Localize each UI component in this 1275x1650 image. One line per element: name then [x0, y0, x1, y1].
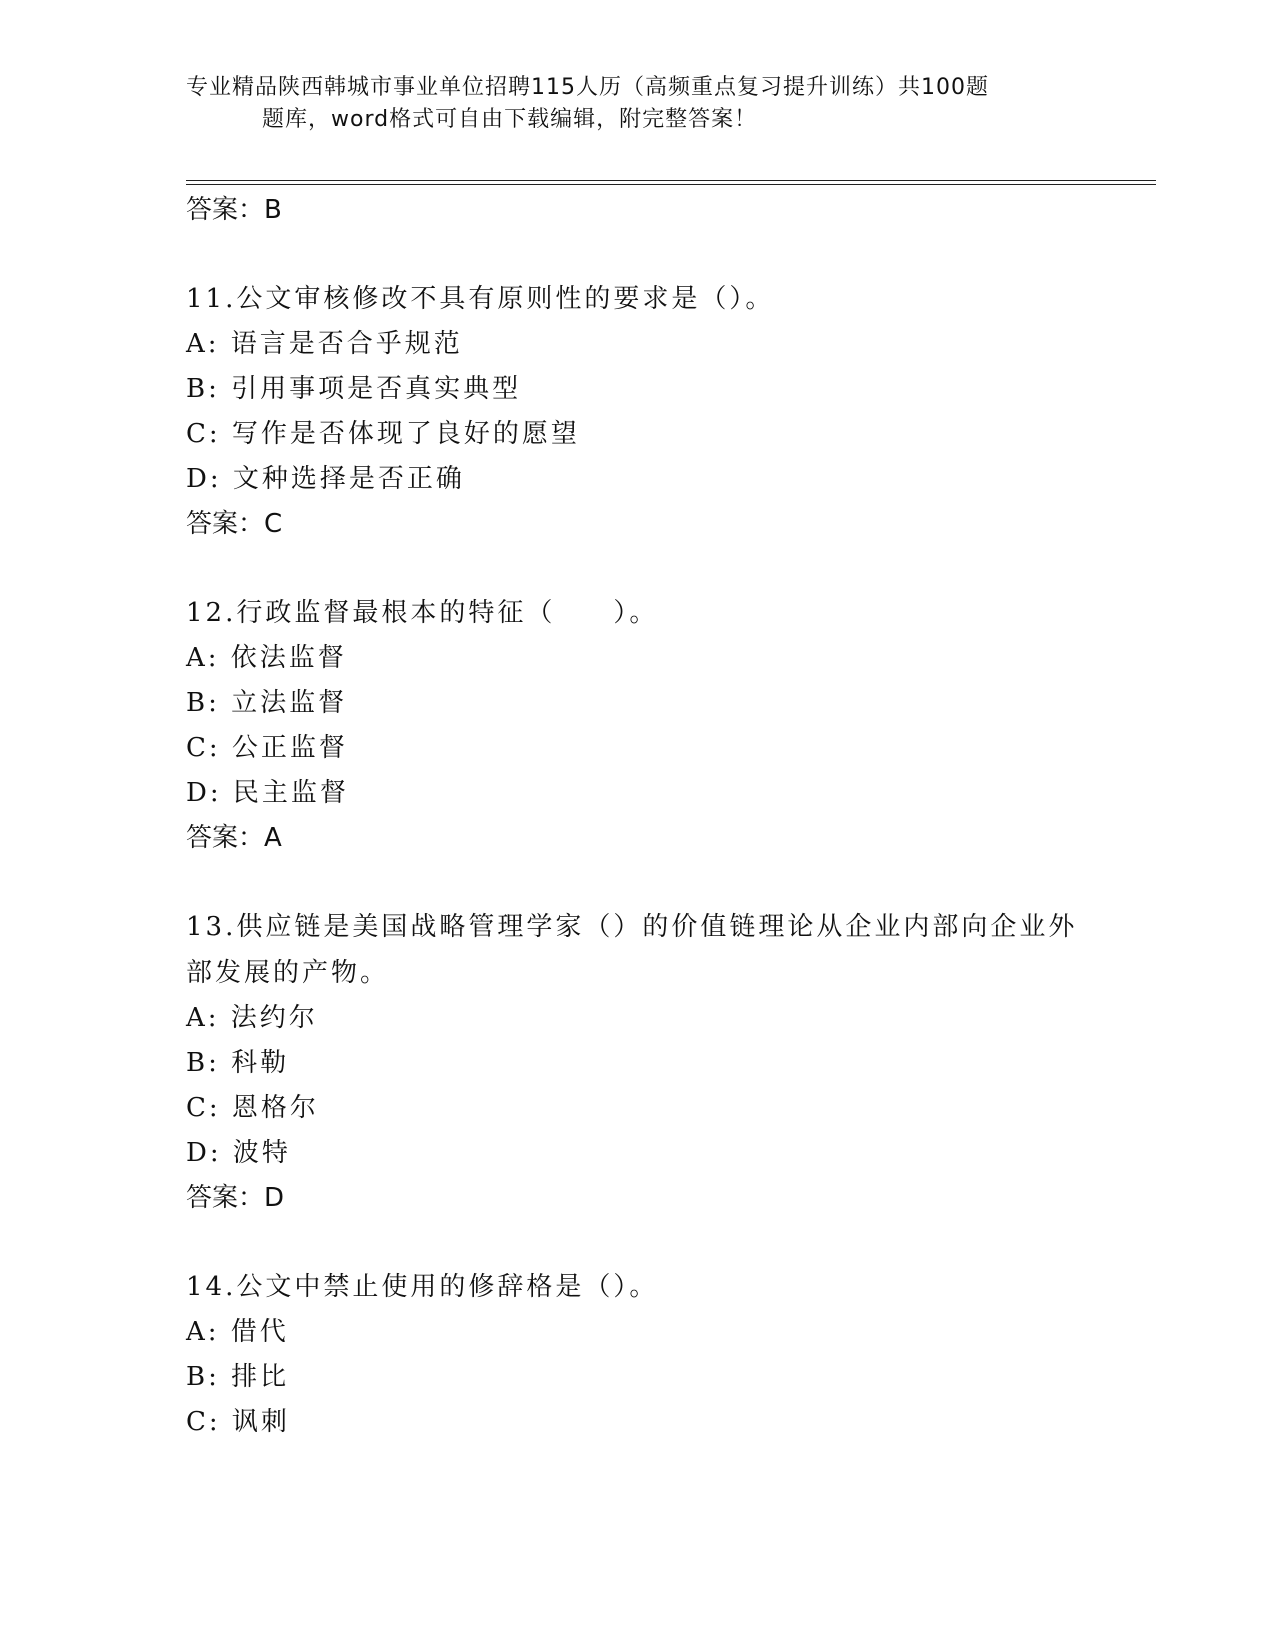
- header-rule-top: [186, 180, 1156, 181]
- option-a: A: 借代: [186, 1317, 289, 1347]
- answer: 答案：A: [186, 823, 282, 853]
- option-c: C: 讽刺: [186, 1407, 290, 1437]
- option-b: B: 立法监督: [186, 688, 348, 718]
- question-11: [186, 276, 1086, 544]
- option-a: A: 语言是否合乎规范: [186, 329, 463, 359]
- option-b: B: 科勒: [186, 1048, 290, 1078]
- question-13: [186, 904, 1086, 1218]
- option-a: A: 法约尔: [186, 1003, 318, 1033]
- question-text: 14.公文中禁止使用的修辞格是（）。: [186, 1272, 659, 1302]
- page-header: [186, 72, 1066, 136]
- previous-answer: 答案：B: [186, 195, 282, 225]
- question-12: [186, 590, 1086, 858]
- question-list: [186, 190, 1086, 1445]
- option-b: B: 引用事项是否真实典型: [186, 374, 522, 404]
- option-d: D: 民主监督: [186, 778, 349, 808]
- option-d: D: 文种选择是否正确: [186, 464, 465, 494]
- header-line-2: 题库，word格式可自由下载编辑，附完整答案！: [262, 107, 758, 132]
- option-a: A: 依法监督: [186, 643, 347, 673]
- answer: 答案：D: [186, 1183, 285, 1213]
- question-text: 11.公文审核修改不具有原则性的要求是（）。: [186, 284, 775, 314]
- header-rule-bottom: [186, 184, 1156, 185]
- option-b: B: 排比: [186, 1362, 290, 1392]
- question-14: [186, 1264, 1086, 1445]
- answer: 答案：C: [186, 509, 283, 539]
- option-d: D: 波特: [186, 1138, 291, 1168]
- option-c: C: 写作是否体现了良好的愿望: [186, 419, 580, 449]
- option-c: C: 恩格尔: [186, 1093, 319, 1123]
- option-c: C: 公正监督: [186, 733, 348, 763]
- header-line-1: 专业精品陕西韩城市事业单位招聘115人历（高频重点复习提升训练）共100题: [186, 75, 989, 100]
- question-text: 12.行政监督最根本的特征（ ）。: [186, 598, 659, 628]
- question-text: 13.供应链是美国战略管理学家（）的价值链理论从企业内部向企业外部发展的产物。: [186, 912, 1078, 988]
